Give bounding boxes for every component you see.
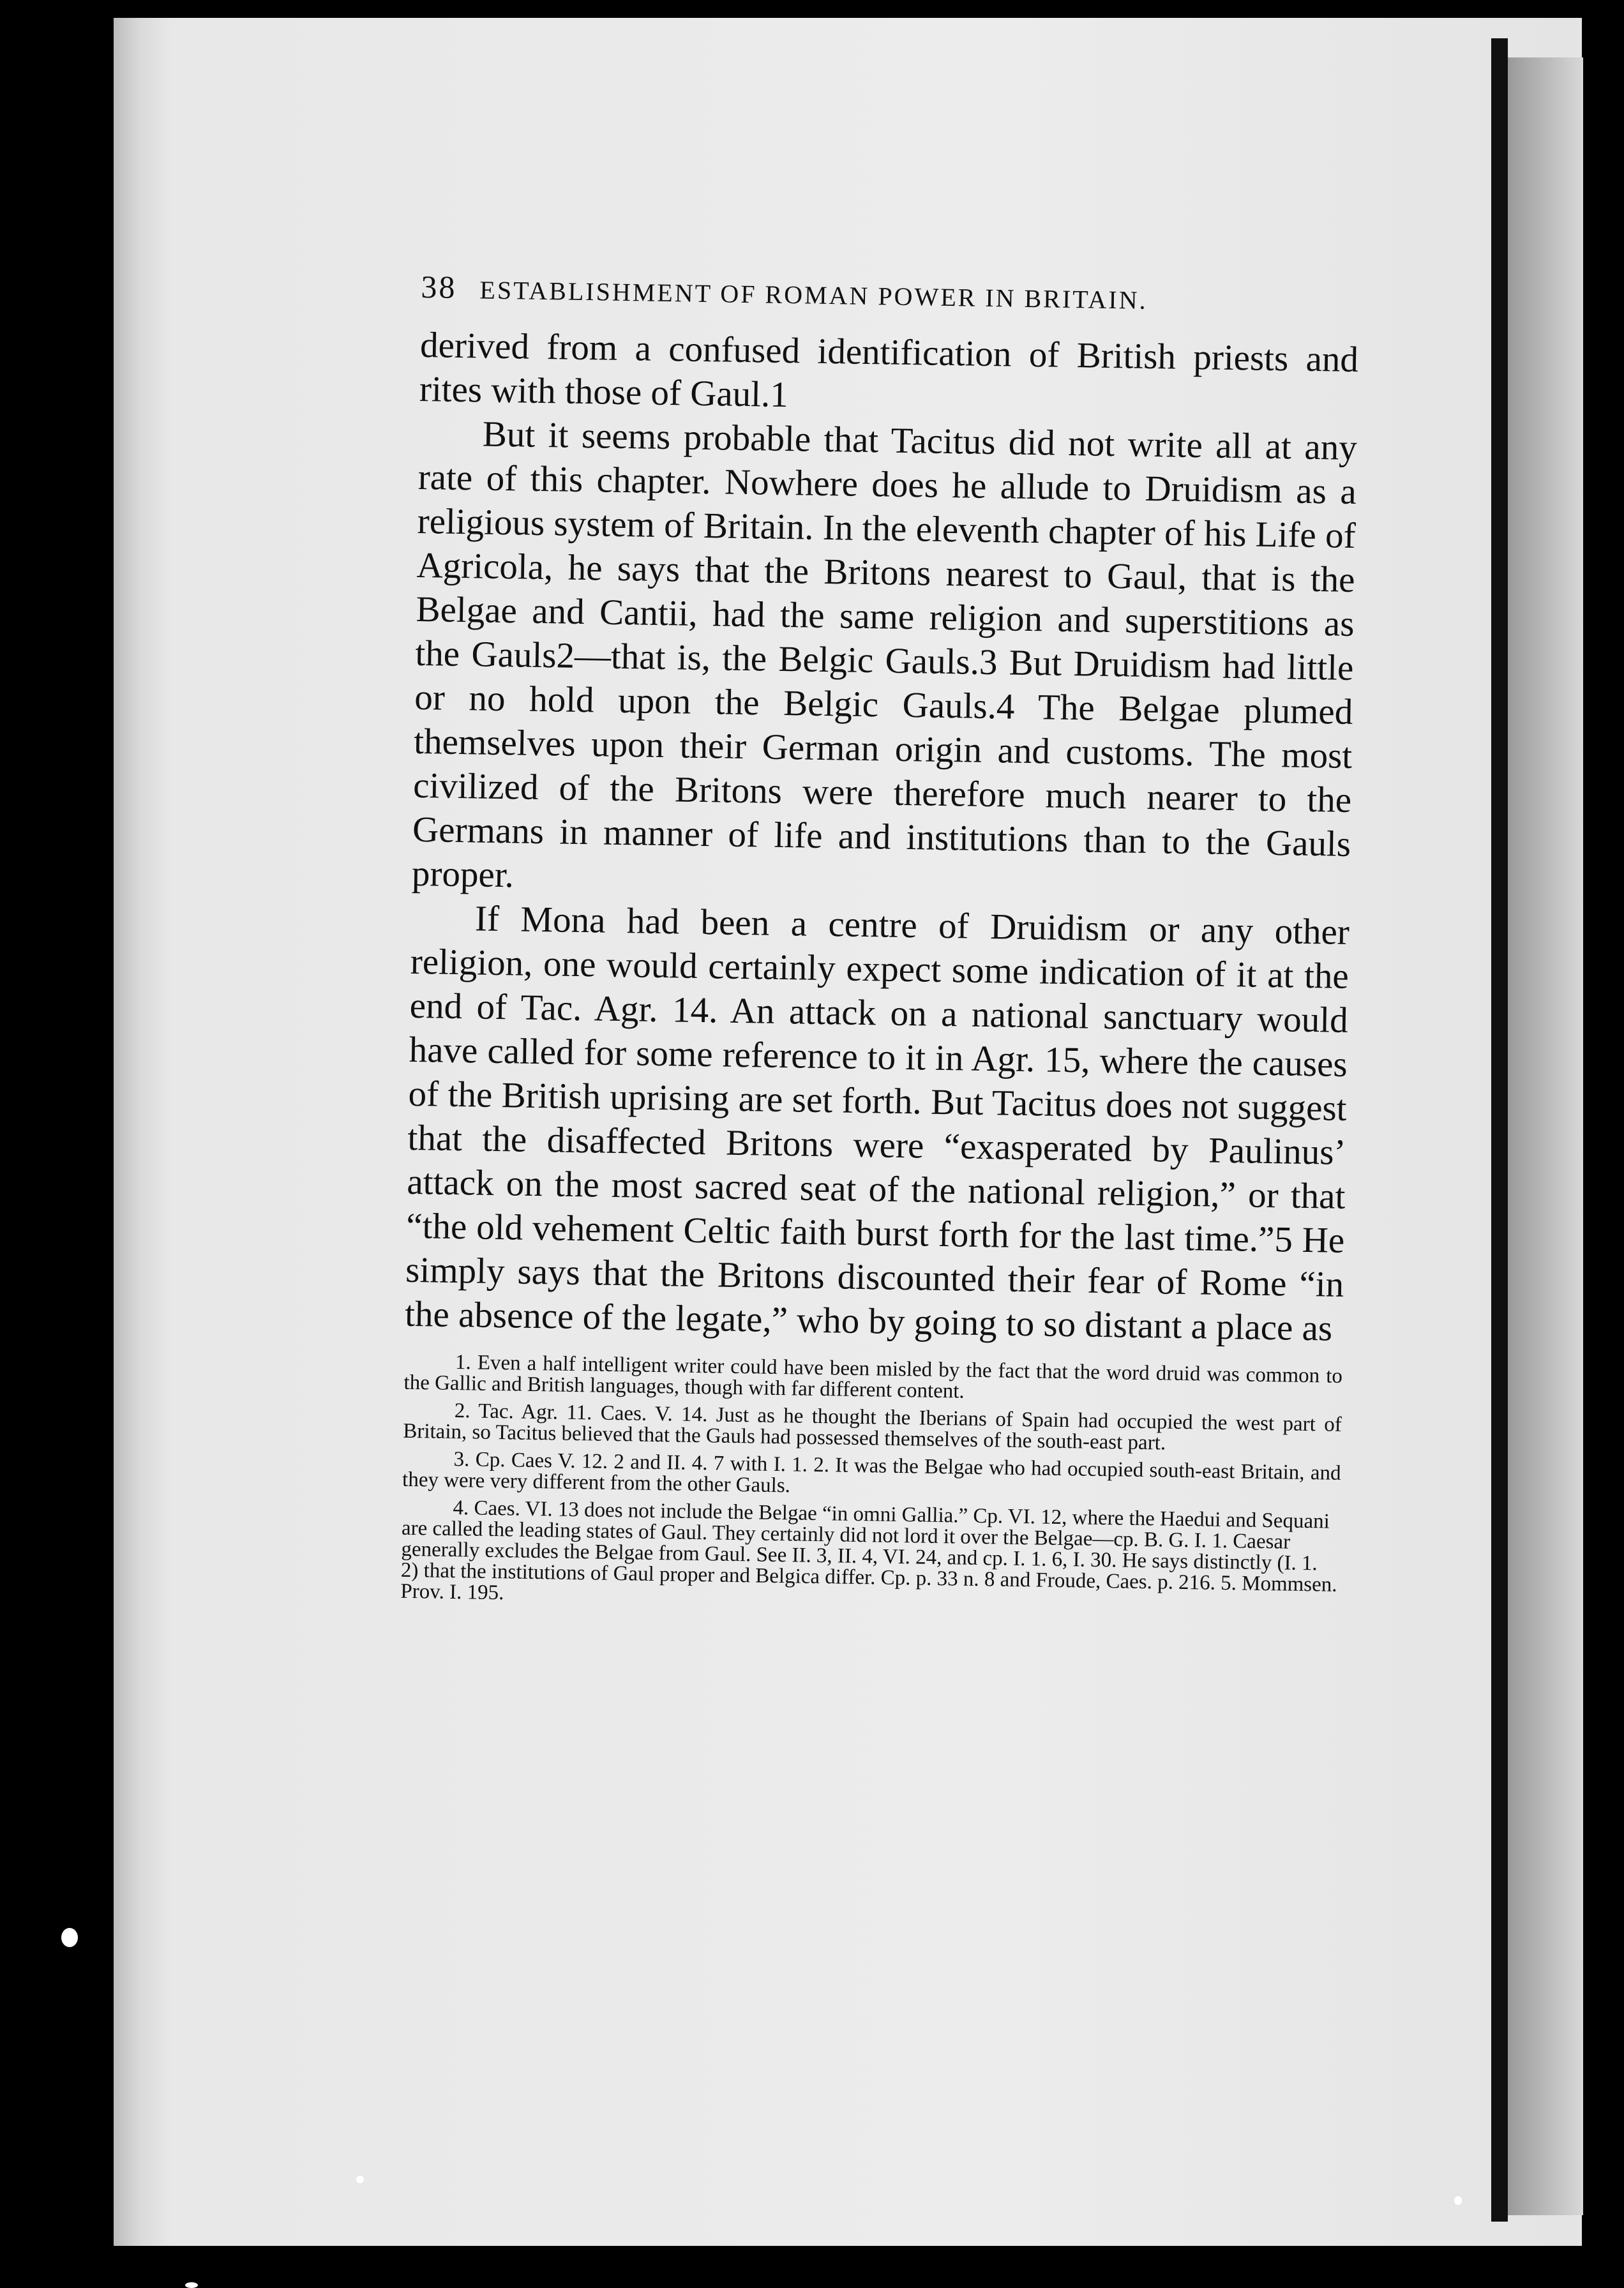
page-content xyxy=(400,268,1360,1623)
facing-page-edge xyxy=(1508,57,1583,2215)
body-text xyxy=(405,323,1359,1351)
footnote-3: 3. Cp. Caes V. 12. 2 and II. 4. 7 with I. 1. 2. It was the Belgae who had occupied south-east Britain, and they were very different from the other Gauls. xyxy=(402,1448,1341,1498)
scan-speck xyxy=(356,2176,364,2183)
scan-speck xyxy=(61,1928,78,1947)
scan-speck xyxy=(185,2282,198,2288)
paragraph: But it seems probable that Tacitus did not write all at any rate of this chapter. Nowhere does he allude to Druidism as a religious system of Britain. In the eleventh chapter of his Life of Agricola, he says that the Britons nearest to Gaul, that is the Belgae and Cantii, had the same religion and superstitions as the Gauls2—that is, the Belgic Gauls.3 But Druidism had little or no hold upon the Belgic Gauls.4 The Belgae plumed themselves upon their German origin and customs. The most civilized of the Britons were therefore much nearer to the Germans in manner of life and institutions than to the Gauls proper. xyxy=(411,414,1358,896)
page-number: 38 xyxy=(421,268,457,305)
paragraph-continued: derived from a confused identification of British priests and rites with those of Gaul.1 xyxy=(419,324,1359,416)
footnote-4-5: 4. Caes. VI. 13 does not include the Belgae “in omni Gallia.” Cp. VI. 12, where the Haedui and Sequani are called the leading states of Gaul. They certainly did not lord it over the Belgae—cp. B. G. I. 1. Caesar generally excludes the Belgae from Gaul. See II. 3, II. 4, VI. 24, and cp. I. 1. 6, I. 30. He says distinctly (I. 1. 2) that the institutions of Gaul proper and Belgica differ. Cp. p. 33 n. 8 and Froude, Caes. p. 216. 5. Mommsen. Prov. I. 195. xyxy=(400,1496,1337,1605)
footnote-2: 2. Tac. Agr. 11. Caes. V. 14. Just as he thought the Iberians of Spain had occupied the west part of Britain, so Tacitus believed that the Gauls had possessed themselves of the south-east part. xyxy=(403,1399,1342,1455)
paragraph: If Mona had been a centre of Druidism or any other religion, one would certainly expect some indication of it at the end of Tac. Agr. 14. An attack on a national sanctuary would have called for some reference to it in Agr. 15, where the causes of the British uprising are set forth. But Tacitus does not suggest that the disaffected Britons were “exasperated by Paulinus’ attack on the most sacred seat of the national religion,” or that “the old vehement Celtic faith burst forth for the last time.”5 He simply says that the Britons discounted their fear of Rome “in the absence of the legate,” who by going to so distant a place as xyxy=(404,898,1350,1349)
running-head-title: ESTABLISHMENT OF ROMAN POWER IN BRITAIN. xyxy=(479,275,1148,315)
footnote-1: 1. Even a half intelligent writer could have been misled by the fact that the word druid was common to the Gallic and British languages, though with far different content. xyxy=(403,1351,1343,1403)
footnotes xyxy=(400,1351,1342,1617)
scan-speck xyxy=(1454,2196,1462,2205)
page-gutter xyxy=(1491,38,1508,2222)
